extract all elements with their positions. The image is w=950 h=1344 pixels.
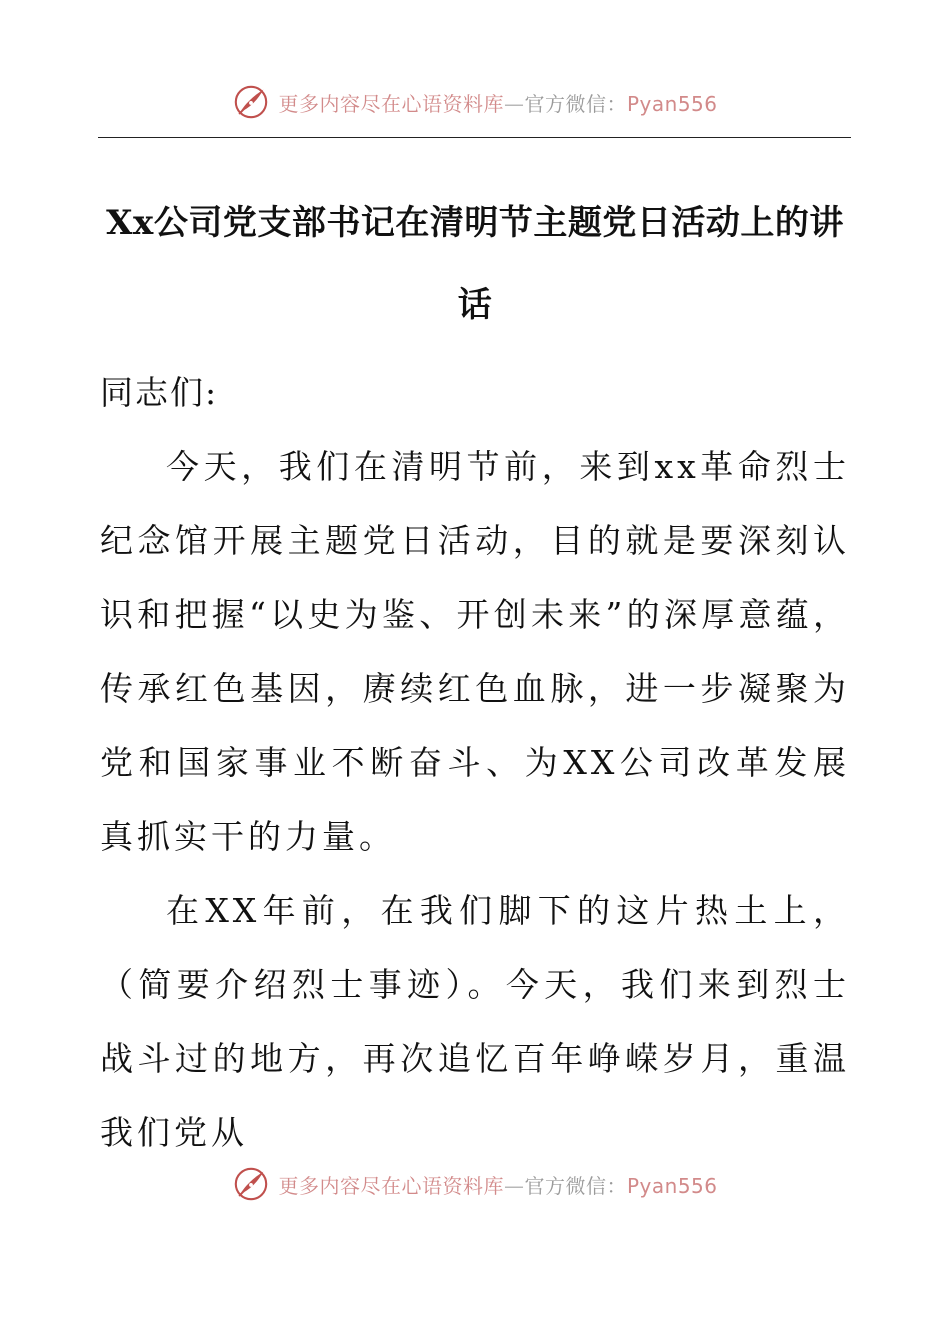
watermark-label: 官方微信： — [524, 1173, 627, 1198]
title-line-1: Xx公司党支部书记在清明节主题党日活动上的讲 — [106, 203, 844, 243]
watermark-separator: — — [503, 91, 525, 116]
watermark-label: 官方微信： — [524, 91, 627, 116]
greeting: 同志们: — [100, 373, 219, 412]
header-divider — [98, 137, 851, 138]
watermark-separator: — — [503, 1173, 525, 1198]
footer-watermark — [0, 1162, 950, 1206]
document-body — [100, 356, 850, 1170]
watermark-text — [278, 1170, 717, 1199]
paragraph-1: 今天，我们在清明节前，来到xx革命烈士纪念馆开展主题党日活动，目的就是要深刻认识和把握“以史为鉴、开创未来”的深厚意蕴，传承红色基因，赓续红色血脉，进一步凝聚为党和国家事业不断奋斗、为XX公司改革发展真抓实干的力量。 — [100, 447, 850, 856]
watermark-wechat-id: Pyan556 — [626, 1173, 718, 1198]
quill-pen-logo-icon — [232, 1165, 270, 1203]
watermark-wechat-id: Pyan556 — [626, 91, 718, 116]
document-title — [100, 182, 850, 346]
watermark-main: 更多内容尽在心语资料库 — [278, 91, 504, 116]
quill-pen-logo-icon — [232, 83, 270, 121]
paragraph-2: 在XX年前，在我们脚下的这片热土上，（简要介绍烈士事迹）。今天，我们来到烈士战斗过的地方，再次追忆百年峥嵘岁月，重温我们党从 — [100, 891, 850, 1152]
watermark-text — [278, 88, 717, 117]
title-line-2: 话 — [457, 285, 493, 325]
header-watermark — [0, 80, 950, 124]
watermark-main: 更多内容尽在心语资料库 — [278, 1173, 504, 1198]
